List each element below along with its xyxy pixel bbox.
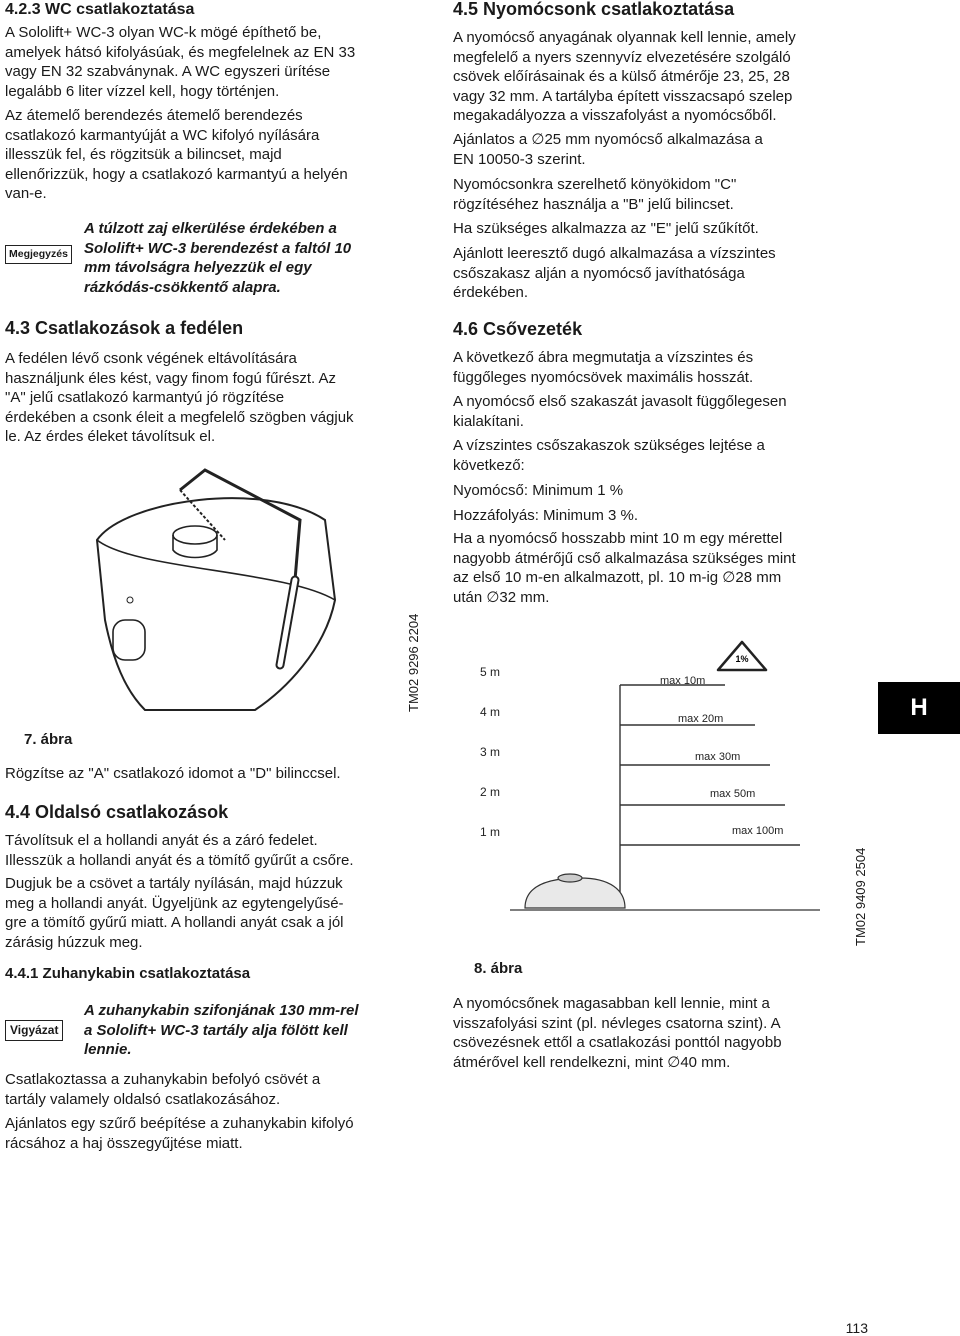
note-text: A túlzott zaj elkerülése érdekében a Sololift+ WC-3 berendezést a faltól 10 mm távolságra helyezzük el egy rázkódás-csökkentő alapra.: [84, 220, 352, 296]
length-label-20m: max 20m: [678, 713, 724, 725]
paragraph-4-6-2: A nyomócső első szakaszát javasolt függőlegesen kialakítani.: [453, 393, 787, 430]
figure-7-caption: 7. ábra: [24, 731, 73, 748]
paragraph-4-5-5: Ajánlott leeresztő dugó alkalmazása a vízszintes csőszakasz alján a nyomócső javíthatósága érdekében.: [453, 245, 776, 301]
paragraph-4-5-2: Ajánlatos a ∅25 mm nyomócső alkalmazása a EN 10050-3 szerint.: [453, 131, 763, 168]
paragraph-4-5-1: A nyomócső anyagának olyannak kell lennie, amely megfelelő a nyers szennyvíz elvezetésére szolgáló csövek előírásainak és a külső átmérője 23, 25, 28 vagy 32 mm. A tartályba épített visszacsapó szelep megakadályozza a visszafolyást a nyomócsőből.: [453, 29, 796, 124]
paragraph-4-6-5: Hozzáfolyás: Minimum 3 %.: [453, 507, 639, 524]
figure-8-caption: 8. ábra: [474, 960, 523, 977]
page-number: 113: [845, 1320, 868, 1336]
figure-7-code: TM02 9296 2204: [406, 613, 421, 712]
paragraph-4-6-6: Ha a nyomócső hosszabb mint 10 m egy mérettel nagyobb átmérőjű cső alkalmazása szükséges mint az első 10 m-en alkalmazott, pl. 10 m-ig ∅28 mm után ∅32 mm.: [453, 530, 796, 606]
heading-4-5: 4.5 Nyomócsonk csatlakoztatása: [453, 0, 735, 19]
pump-unit: [525, 874, 625, 908]
slope-label: 1%: [735, 654, 749, 664]
figure-8-code: TM02 9409 2504: [853, 847, 868, 946]
heading-4-4-1: 4.4.1 Zuhanykabin csatlakoztatása: [5, 965, 251, 982]
stub-top: [173, 526, 217, 544]
length-label-30m: max 30m: [695, 751, 741, 763]
warning-label: Vigyázat: [5, 1020, 63, 1041]
paragraph-4-5-4: Ha szükséges alkalmazza az "E" jelű szűkítőt.: [453, 220, 759, 237]
paragraph-4-4-1-2: Ajánlatos egy szűrő beépítése a zuhanykabin kifolyó rácsához a haj összegyűjtése miatt.: [5, 1115, 354, 1152]
figure-7-text: Rögzítse az "A" csatlakozó idomot a "D" bilinccsel.: [5, 765, 341, 782]
paragraph-4-4-1: Távolítsuk el a hollandi anyát és a záró fedelet. Illesszük a hollandi anyát és a tömítő gyűrűt a csőre.: [5, 832, 354, 869]
paragraph-4-2-3-2: Az átemelő berendezés átemelő berendezés csatlakozó karmantyúját a WC kifolyó nyílására illesszük fel, és rögzitsük a bilincset, majd ellenőrizzük, hogy a csatlakozó karmantyú a helyén van-e.: [5, 107, 348, 202]
heading-4-6: 4.6 Csővezeték: [453, 319, 583, 339]
figure-8-diagram: [470, 640, 820, 940]
slope-warning-sign: [718, 642, 766, 670]
height-label-1m: 1 m: [480, 825, 501, 839]
paragraph-4-4-1-1: Csatlakoztassa a zuhanykabin befolyó csövét a tartály valamely oldalsó csatlakozásához.: [5, 1071, 321, 1108]
side-opening: [113, 620, 145, 660]
paragraph-4-5-3: Nyomócsonkra szerelhető könyökidom "C" rögzítéséhez használja a "B" jelű bilincset.: [453, 176, 737, 213]
language-tab: H: [878, 682, 960, 734]
paragraph-4-6-3: A vízszintes csőszakaszok szükséges lejtése a következő:: [453, 437, 765, 474]
figure-7-illustration: [85, 460, 345, 720]
paragraph-4-6-4: Nyomócső: Minimum 1 %: [453, 482, 624, 499]
paragraph-4-3-1: A fedélen lévő csonk végének eltávolítására használjunk éles kést, vagy finom fogú fűrészt. Az "A" jelű csatlakozó karmantyú jó rögzítése érdekében a csonk éleit a megfelelő szögben vágjuk le. Az érdes éleket távolítsuk el.: [5, 350, 354, 445]
paragraph-4-4-2: Dugjuk be a csövet a tartály nyílásán, majd húzzuk meg a hollandi anyát. Ügyeljünk az egytengelyűsé- gre a tömítő gyűrű miatt. A hollandi anyát csak a jól zárásig húzzuk meg.: [5, 875, 344, 951]
heading-4-4: 4.4 Oldalsó csatlakozások: [5, 802, 229, 822]
height-label-5m: 5 m: [480, 665, 501, 679]
height-label-3m: 3 m: [480, 745, 501, 759]
length-label-50m: max 50m: [710, 788, 756, 800]
paragraph-4-2-3-1: A Sololift+ WC-3 olyan WC-k mögé építhető be, amelyek hátsó kifolyásúak, és megfelelnek az EN 33 vagy EN 32 szabványnak. A WC egyszeri ürítése legalább 6 liter vízzel kell, hogy történjen.: [5, 24, 356, 100]
paragraph-4-6-1: A következő ábra megmutatja a vízszintes és függőleges nyomócsövek maximális hosszát.: [453, 349, 754, 386]
height-label-4m: 4 m: [480, 705, 501, 719]
heading-4-2-3: 4.2.3 WC csatlakoztatása: [5, 1, 195, 18]
length-label-10m: max 10m: [660, 675, 706, 687]
paragraph-4-6-7: A nyomócsőnek magasabban kell lennie, mint a visszafolyási szint (pl. névleges csatorna szint). A csövezésnek ettől a csatlakozási ponttól nagyobb átmérővel kell rendelkezni, mint ∅40 mm.: [453, 995, 782, 1071]
height-label-2m: 2 m: [480, 785, 501, 799]
warning-text: A zuhanykabin szifonjának 130 mm-rel a Sololift+ WC-3 tartály alja fölött kell lennie.: [84, 1002, 359, 1058]
note-label: Megjegyzés: [5, 245, 72, 264]
heading-4-3: 4.3 Csatlakozások a fedélen: [5, 318, 244, 338]
length-label-100m: max 100m: [732, 825, 784, 837]
